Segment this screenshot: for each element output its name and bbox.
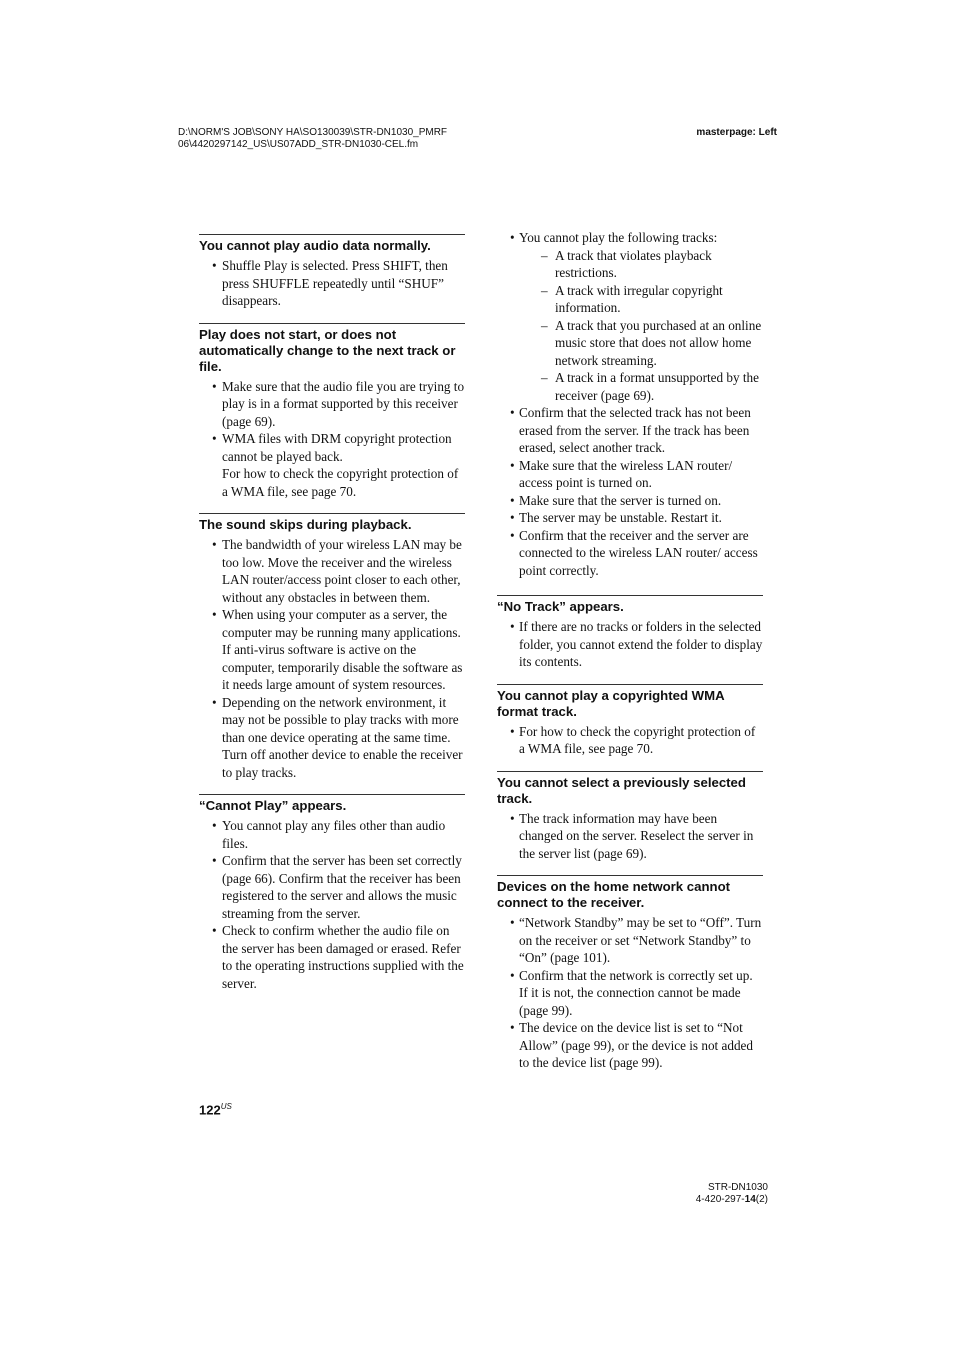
- page-number: [199, 1102, 232, 1117]
- bullet-item: • “Network Standby” may be set to “Off”. Turn on the receiver or set “Network Standby” to “On” (page 101).: [497, 914, 763, 967]
- bullet-item: [497, 229, 763, 404]
- section-title: You cannot play a copyrighted WMA format track.: [497, 687, 725, 719]
- bullet-item: • Make sure that the server is turned on.: [497, 492, 763, 510]
- bullet-item: • Confirm that the server has been set correctly (page 66). Confirm that the receiver has been registered to the server and allows the music streaming from the server.: [199, 852, 465, 922]
- bullet-item: • You cannot play any files other than audio files.: [199, 817, 465, 852]
- bullet-item: • When using your computer as a server, the computer may be running many applications. If anti-virus software is active on the computer, temporarily disable the software as it needs large amount of system resources.: [199, 606, 465, 694]
- bullet-item: • Make sure that the wireless LAN router/ access point is turned on.: [497, 457, 763, 492]
- bullet-list: [497, 229, 763, 579]
- bullet-list: [199, 257, 465, 310]
- bullet-note: For how to check the copyright protection of a WMA file, see page 70.: [222, 466, 459, 499]
- section-cannot-play-continued: [497, 229, 763, 579]
- bullet-list: [199, 817, 465, 992]
- bullet-item: • Shuffle Play is selected. Press SHIFT, then press SHUFFLE repeatedly until “SHUF” disappears.: [199, 257, 465, 310]
- section-title: “No Track” appears.: [497, 599, 624, 614]
- section-title: You cannot select a previously selected track.: [497, 774, 746, 806]
- section-title: The sound skips during playback.: [199, 517, 412, 532]
- page-number-value: 122: [199, 1102, 221, 1118]
- footer-code-prefix: 4-420-297-: [695, 1194, 745, 1205]
- footer-model: STR-DN1030: [707, 1182, 768, 1193]
- section-title: Devices on the home network cannot connect to the receiver.: [497, 879, 731, 910]
- section-previously-selected: [497, 771, 763, 863]
- dash-item: – A track that you purchased at an online music store that does not allow home network streaming.: [519, 317, 763, 370]
- bullet-item: • The bandwidth of your wireless LAN may be too low. Move the receiver and the wireless LAN router/access point closer to each other, without any obstacles in between them.: [199, 536, 465, 606]
- file-path-line-2: 06\4420297142_US\US07ADD_STR-DN1030-CEL.fm: [178, 139, 419, 150]
- bullet-item: • If there are no tracks or folders in the selected folder, you cannot extend the folder to display its contents.: [497, 618, 763, 671]
- bullet-item: • Confirm that the selected track has not been erased from the server. If the track has been erased, select another track.: [497, 404, 763, 457]
- footer-code-suffix: (2): [755, 1194, 768, 1205]
- dash-item: – A track with irregular copyright information.: [519, 282, 763, 317]
- bullet-item: • Check to confirm whether the audio file on the server has been damaged or erased. Refer to the operating instructions supplied with the server.: [199, 922, 465, 992]
- section-cannot-play: [199, 794, 465, 992]
- bullet-item: • Confirm that the network is correctly set up. If it is not, the connection cannot be made (page 99).: [497, 967, 763, 1020]
- page-number-suffix: US: [220, 1102, 232, 1111]
- bullet-list: [497, 914, 763, 1072]
- footer-code-bold: 14: [744, 1194, 756, 1205]
- bullet-text: WMA files with DRM copyright protection cannot be played back.: [222, 431, 452, 464]
- section-sound-skips: [199, 513, 465, 781]
- bullet-list: [199, 536, 465, 781]
- section-title: You cannot play audio data normally.: [199, 238, 431, 253]
- bullet-item: • The track information may have been changed on the server. Reselect the server in the server list (page 69).: [497, 810, 763, 863]
- section-play-does-not-start: [199, 323, 465, 501]
- bullet-item: • The server may be unstable. Restart it.: [497, 509, 763, 527]
- footer-model-code: [696, 1182, 768, 1206]
- dash-list: [519, 247, 763, 405]
- section-copyrighted-wma: [497, 684, 763, 758]
- bullet-item: • Make sure that the audio file you are trying to play is in a format supported by this receiver (page 69).: [199, 378, 465, 431]
- file-path-header: [178, 127, 447, 151]
- dash-item: – A track in a format unsupported by the receiver (page 69).: [519, 369, 763, 404]
- bullet-item: • Confirm that the receiver and the server are connected to the wireless LAN router/ access point correctly.: [497, 527, 763, 580]
- bullet-list: [199, 378, 465, 501]
- section-title: Play does not start, or does not automatically change to the next track or file.: [199, 326, 456, 374]
- bullet-text: You cannot play the following tracks:: [519, 230, 718, 245]
- section-home-network-devices: [497, 875, 763, 1072]
- bullet-item: • For how to check the copyright protection of a WMA file, see page 70.: [497, 723, 763, 758]
- right-column: [497, 229, 763, 1072]
- bullet-item: [199, 430, 465, 500]
- bullet-list: [497, 810, 763, 863]
- section-no-track: [497, 595, 763, 671]
- section-audio-data: [199, 234, 465, 310]
- bullet-item: • The device on the device list is set to “Not Allow” (page 99), or the device is not added to the device list (page 99).: [497, 1019, 763, 1072]
- bullet-item: • Depending on the network environment, it may not be possible to play tracks with more than one device operating at the same time. Turn off another device to enable the receiver to play tracks.: [199, 694, 465, 782]
- left-column: [199, 234, 465, 992]
- bullet-list: [497, 723, 763, 758]
- bullet-list: [497, 618, 763, 671]
- footer-code: [696, 1194, 768, 1206]
- masterpage-label: masterpage: Left: [696, 127, 777, 138]
- section-title: “Cannot Play” appears.: [199, 798, 347, 813]
- dash-item: – A track that violates playback restrictions.: [519, 247, 763, 282]
- file-path-line-1: D:\NORM'S JOB\SONY HA\SO130039\STR-DN1030_PMRF: [178, 127, 448, 138]
